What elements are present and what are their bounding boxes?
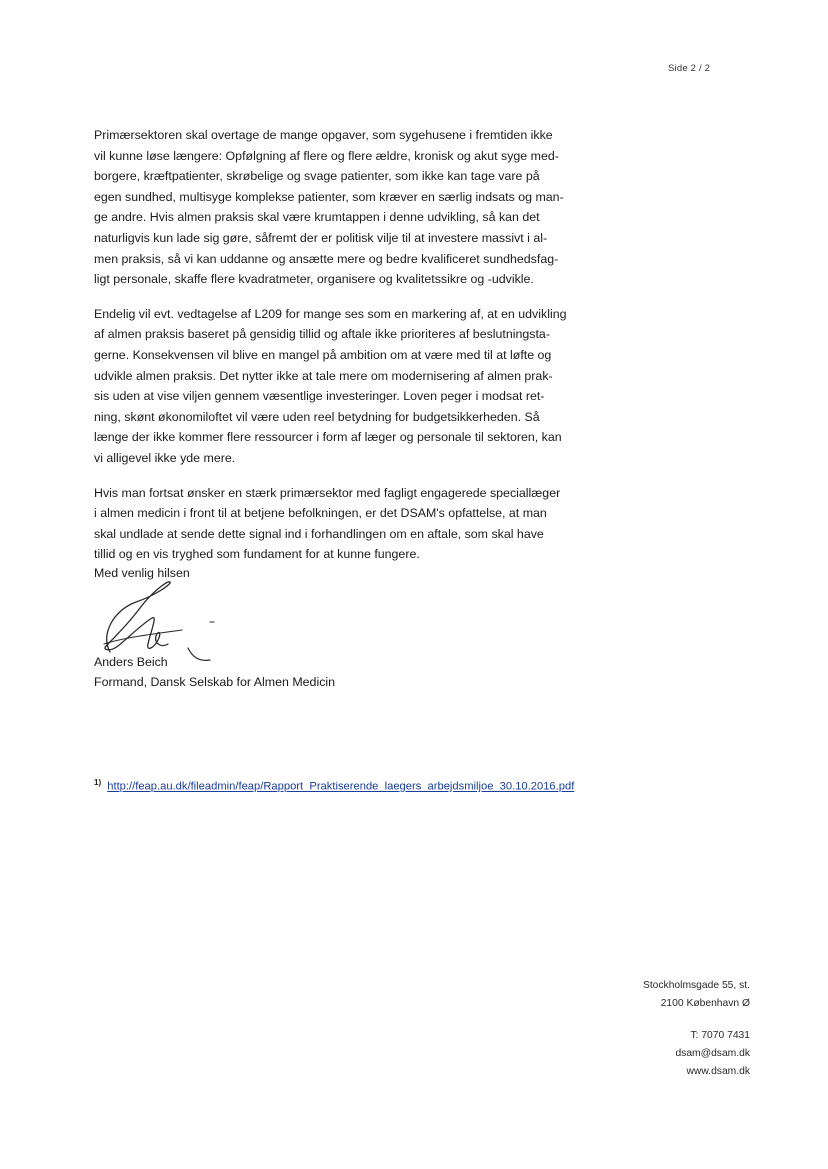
signer-title: Formand, Dansk Selskab for Almen Medicin (94, 675, 336, 689)
text-line: borgere, kræftpatienter, skrøbelige og svage patienter, som ikke kan tage vare på (94, 169, 540, 184)
text-line: men praksis, så vi kan uddanne og ansætte mere og bedre kvalificeret sundhedsfag- (94, 251, 559, 266)
text-line: sis uden at vise viljen gennem væsentlige investeringer. Loven peger i modsat ret- (94, 389, 545, 404)
text-line: naturligvis kun lade sig gøre, såfremt der er politisk vilje til at investere massivt i al- (94, 230, 548, 245)
paragraph-1 (94, 125, 614, 290)
address-web: www.dsam.dk (686, 1066, 750, 1077)
footnote (94, 778, 574, 793)
text-line: vil kunne løse længere: Opfølgning af flere og flere ældre, kronisk og akut syge med- (94, 148, 559, 163)
text-line: gerne. Konsekvensen vil blive en mangel på ambition om at være med til at løfte og (94, 347, 552, 362)
address-street: Stockholmsgade 55, st. (642, 980, 750, 991)
text-line: Primærsektoren skal overtage de mange opgaver, som sygehusene i fremtiden ikke (94, 128, 553, 142)
address-phone: T: 7070 7431 (690, 1030, 750, 1041)
paragraph-2 (94, 304, 614, 469)
text-line: Endelig vil evt. vedtagelse af L209 for mange ses som en markering af, at en udvikling (94, 306, 567, 321)
text-line: egen sundhed, multisyge komplekse patienter, som kræver en særlig indsats og man- (94, 189, 564, 204)
text-line: skal undlade at sende dette signal ind i forhandlingen om en aftale, som skal have (94, 526, 544, 541)
text-line: ning, skønt økonomiloftet vil være uden reel betydning for budgetsikkerheden. Så (94, 409, 540, 424)
text-line: i almen medicin i front til at betjene befolkningen, er det DSAM's opfattelse, at man (94, 506, 547, 521)
text-line: udvikle almen praksis. Det nytter ikke at tale mere om modernisering af almen prak- (94, 368, 553, 383)
text-line: længe der ikke kommer flere ressourcer i form af læger og personale til sektoren, kan (94, 430, 562, 445)
address-email: dsam@dsam.dk (675, 1048, 750, 1059)
footnote-link[interactable]: http://feap.au.dk/fileadmin/feap/Rapport_Praktiserende_laegers_arbejdsmiljoe_30.10.2016.pdf (107, 780, 575, 793)
signer-name: Anders Beich (94, 655, 168, 669)
address-block (643, 977, 750, 1081)
text-line: Hvis man fortsat ønsker en stærk primærsektor med fagligt engagerede speciallæger (94, 485, 561, 500)
page-number: Side 2 / 2 (668, 63, 711, 74)
paragraph-3 (94, 483, 614, 565)
text-line: ligt personale, skaffe flere kvadratmeter, organisere og kvalitetssikre og -udvikle. (94, 272, 534, 287)
text-line: af almen praksis baseret på gensidig tillid og aftale ikke prioriteres af beslutningsta- (94, 327, 550, 342)
text-line: vi alligevel ikke yde mere. (94, 450, 236, 465)
text-line: ge andre. Hvis almen praksis skal være krumtappen i denne udvikling, så kan det (94, 210, 540, 225)
text-line: tillid og en vis tryghed som fundament for at kunne fungere. (94, 547, 420, 562)
address-city: 2100 København Ø (660, 998, 750, 1009)
closing-salutation: Med venlig hilsen (94, 566, 190, 580)
letter-body (94, 125, 614, 579)
footnote-marker: 1) (94, 778, 102, 787)
